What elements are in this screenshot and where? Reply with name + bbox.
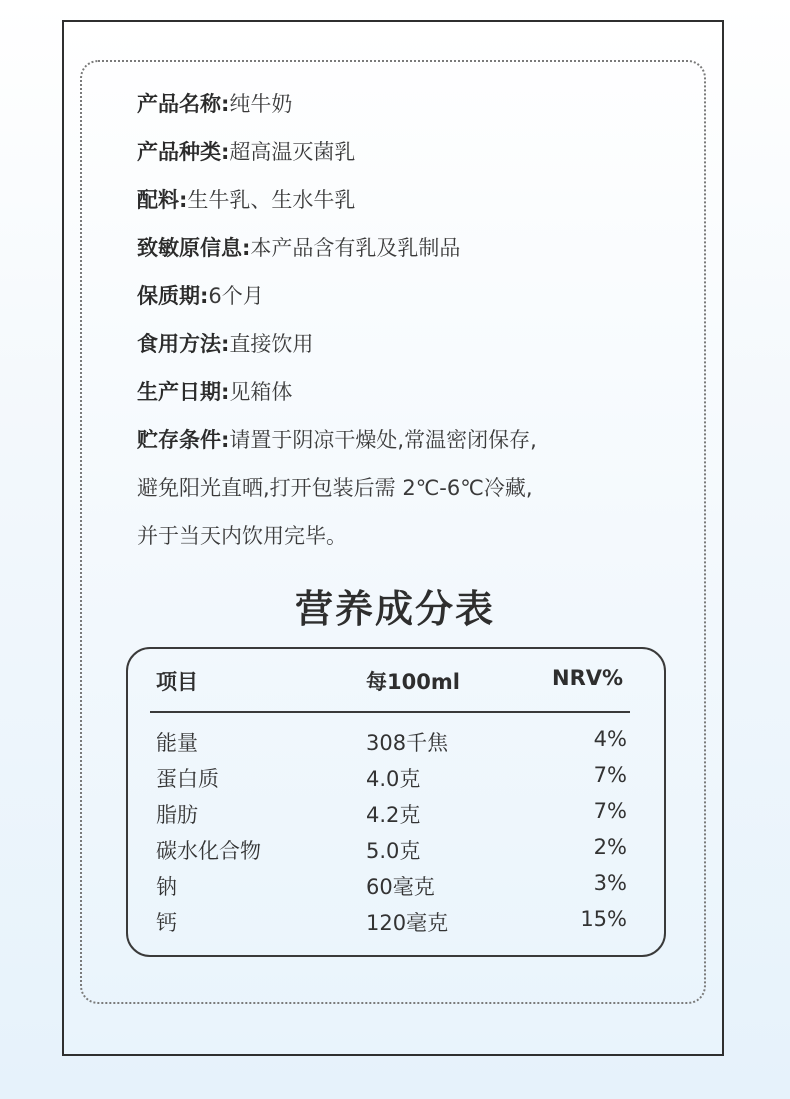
info-product-name bbox=[137, 89, 292, 119]
info-ingredients bbox=[137, 185, 355, 215]
info-value: 本产品含有乳及乳制品 bbox=[250, 236, 461, 260]
info-storage bbox=[137, 425, 537, 455]
info-usage bbox=[137, 329, 313, 359]
info-value: 请置于阴凉干燥处,常温密闭保存, bbox=[229, 428, 537, 452]
nutrient-name: 碳水化合物 bbox=[156, 839, 261, 863]
info-label: 生产日期: bbox=[137, 380, 230, 404]
info-label: 保质期: bbox=[137, 284, 209, 308]
info-product-type bbox=[137, 137, 355, 167]
info-value: 直接饮用 bbox=[229, 332, 314, 356]
nutrition-row bbox=[0, 799, 790, 829]
info-value: 6个月 bbox=[208, 284, 264, 308]
info-production-date bbox=[137, 377, 292, 407]
nutrient-name: 脂肪 bbox=[156, 803, 198, 827]
nutrient-amount: 60毫克 bbox=[366, 875, 435, 899]
nutrient-amount: 5.0克 bbox=[366, 839, 421, 863]
nutrient-name: 钙 bbox=[156, 911, 177, 935]
info-value: 见箱体 bbox=[229, 380, 293, 404]
info-label: 产品种类: bbox=[137, 140, 230, 164]
nutrition-row bbox=[0, 907, 790, 937]
info-label: 致敏原信息: bbox=[137, 236, 251, 260]
info-label: 贮存条件: bbox=[137, 428, 230, 452]
nutrient-amount: 308千焦 bbox=[366, 731, 449, 755]
info-value: 生牛乳、生水牛乳 bbox=[187, 188, 356, 212]
nutrient-nrv: 2% bbox=[593, 835, 627, 859]
nutrition-row bbox=[0, 727, 790, 757]
nutrition-header-per-100ml: 每100ml bbox=[366, 670, 460, 694]
nutrient-name: 钠 bbox=[156, 875, 177, 899]
info-allergen bbox=[137, 233, 460, 263]
info-value: 纯牛奶 bbox=[229, 92, 293, 116]
nutrient-amount: 4.0克 bbox=[366, 767, 421, 791]
info-value: 超高温灭菌乳 bbox=[229, 140, 356, 164]
info-label: 产品名称: bbox=[137, 92, 230, 116]
nutrition-header-nrv: NRV% bbox=[552, 666, 624, 690]
nutrient-nrv: 4% bbox=[593, 727, 627, 751]
nutrition-title: 营养成分表 bbox=[294, 587, 495, 631]
nutrition-header-item: 项目 bbox=[156, 670, 198, 694]
info-label: 配料: bbox=[137, 188, 188, 212]
nutrition-divider bbox=[150, 711, 630, 713]
nutrient-nrv: 3% bbox=[593, 871, 627, 895]
nutrition-row bbox=[0, 763, 790, 793]
nutrient-amount: 120毫克 bbox=[366, 911, 449, 935]
nutrient-nrv: 7% bbox=[593, 799, 627, 823]
nutrient-name: 蛋白质 bbox=[156, 767, 219, 791]
nutrition-row bbox=[0, 835, 790, 865]
info-storage-line-3: 并于当天内饮用完毕。 bbox=[137, 524, 347, 548]
nutrient-amount: 4.2克 bbox=[366, 803, 421, 827]
nutrient-nrv: 15% bbox=[580, 907, 627, 931]
info-storage-line-2: 避免阳光直晒,打开包装后需 2℃-6℃冷藏, bbox=[137, 476, 533, 500]
nutrient-nrv: 7% bbox=[593, 763, 627, 787]
nutrition-row bbox=[0, 871, 790, 901]
nutrient-name: 能量 bbox=[156, 731, 198, 755]
info-shelf-life bbox=[137, 281, 264, 311]
info-label: 食用方法: bbox=[137, 332, 230, 356]
